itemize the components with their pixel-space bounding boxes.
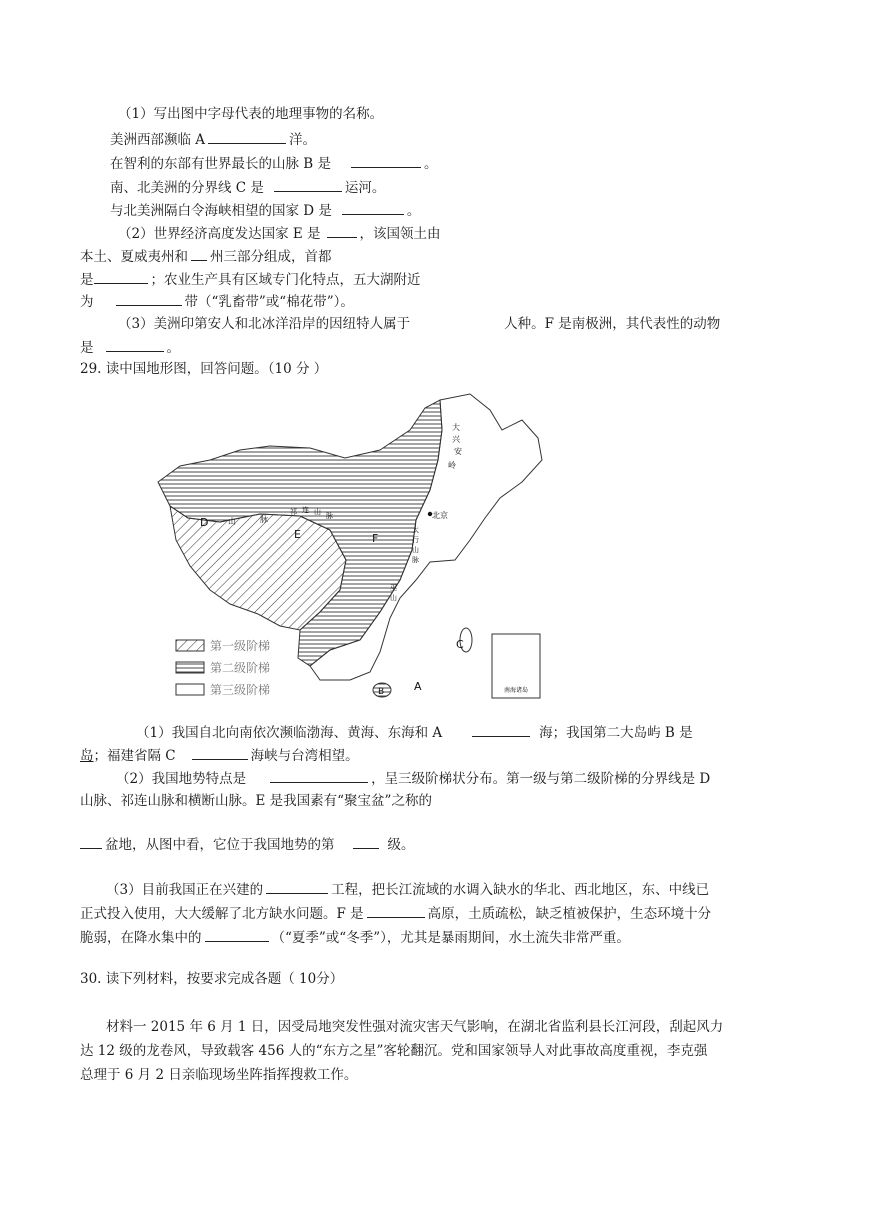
label-taihang-2: 行: [412, 536, 419, 544]
q29-p1-text-d: ；福建省隔 C: [93, 748, 176, 764]
label-beijing: 北京: [432, 511, 448, 520]
answer-blank-c[interactable]: [274, 177, 342, 192]
label-wu-1: 巫: [390, 584, 397, 592]
q30-material-line1: 材料一 2015 年 6 月 1 日，因受局地突发性强对流灾害天气影响，在湖北省监利县长江河段，刮起风力: [106, 1019, 724, 1035]
q28-p3-text-c: 是: [80, 340, 94, 356]
q28-part3-line1: [118, 314, 720, 334]
q28-d-prefix: 与北美洲隔白令海峡相望的国家 D 是: [110, 203, 332, 219]
q28-p2-text-d: 州三部分组成，首都: [210, 249, 332, 265]
label-wu-2: 山: [390, 594, 397, 602]
label-taihang-3: 山: [412, 546, 419, 554]
china-terrain-map: [150, 390, 550, 708]
answer-blank-d[interactable]: [342, 200, 404, 215]
q29-part2-line1: [116, 768, 710, 789]
answer-blank-basin[interactable]: [80, 834, 102, 849]
q28-part2-line4: [80, 291, 354, 312]
label-qilian-3: 山: [314, 508, 321, 516]
q29-part1-line2: [80, 745, 359, 766]
q29-p3-text-b: 工程，把长江流域的水调入缺水的华北、西北地区，东、中线已: [331, 882, 710, 898]
q29-part2-line3: [80, 834, 415, 855]
q28-a-prefix: 美洲西部濒临 A: [110, 132, 206, 148]
q30-title: 30. 读下列材料，按要求完成各题（ 10分）: [80, 971, 344, 987]
q28-p2-text-c: 本土、夏威夷州和: [80, 249, 188, 265]
q28-p3-text-a: （3）美洲印第安人和北冰洋沿岸的因纽特人属于: [118, 316, 411, 332]
legend-swatch-first: [176, 640, 204, 651]
legend-swatch-third: [176, 684, 204, 695]
q29-p3-text-e: 脆弱，在降水集中的: [80, 930, 202, 946]
label-qilian-2: 连: [302, 506, 309, 514]
answer-blank-state[interactable]: [191, 246, 207, 261]
q29-part1-line1: [136, 722, 693, 743]
answer-blank-plateau[interactable]: [367, 903, 425, 918]
q29-part3-line1: [106, 879, 709, 900]
answer-blank-step[interactable]: [353, 834, 379, 849]
answer-blank-a[interactable]: [208, 129, 286, 144]
q28-p2-text-g: 为: [80, 294, 94, 310]
label-b: B: [378, 687, 385, 697]
q29-p3-text-f: （“夏季”或“冬季”），尤其是暴雨期间，水土流失非常严重。: [271, 930, 630, 946]
legend-first-step: 第一级阶梯: [210, 639, 271, 653]
q28-d-suffix: 。: [406, 203, 421, 219]
label-taihang-4: 脉: [412, 556, 419, 564]
q29-p3-text-c: 正式投入使用，大大缓解了北方缺水问题。F 是: [80, 906, 364, 922]
q30-material-line2: 达 12 级的龙卷风，导致载客 456 人的“东方之星”客轮翻沉。党和国家领导人对此事故高度重视，李克强: [80, 1043, 708, 1059]
label-d-shan: 山: [228, 517, 236, 526]
q28-a-suffix: 洋。: [289, 132, 317, 148]
answer-blank-strait[interactable]: [192, 745, 248, 760]
q28-p2-text-a: （2）世界经济高度发达国家 E 是: [118, 226, 321, 242]
q28-part2-line3: [80, 269, 421, 290]
q28-part1-title: （1）写出图中字母代表的地理事物的名称。: [118, 106, 384, 122]
q29-part2-line2: 山脉、祁连山脉和横断山脉。E 是我国素有“聚宝盆”之称的: [80, 793, 432, 809]
label-daxing-2: 兴: [452, 435, 460, 444]
q29-p2-text-a: （2）我国地势特点是: [116, 771, 247, 787]
label-e-west: E: [294, 528, 301, 541]
q28-part2-line2: [80, 246, 332, 267]
q28-p2-text-b: ，该国领土由: [359, 226, 441, 242]
q29-p1-text-c: 岛: [80, 748, 94, 764]
label-a: A: [414, 680, 422, 693]
q30-material-line3: 总理于 6 月 2 日亲临现场坐阵指挥搜救工作。: [80, 1067, 358, 1083]
answer-blank-project[interactable]: [266, 879, 328, 894]
answer-blank-sea[interactable]: [472, 722, 530, 737]
legend-third-step: 第三级阶梯: [210, 683, 271, 697]
q29-title: 29. 读中国地形图，回答问题。（10 分 ）: [80, 361, 328, 377]
q28-p3-text-b: 人种。F 是南极洲，其代表性的动物: [504, 316, 721, 332]
answer-blank-e[interactable]: [327, 223, 357, 238]
q29-p2-text-d: 盆地，从图中看，它位于我国地势的第: [105, 837, 335, 853]
q28-part3-line2: [80, 337, 180, 358]
answer-blank-terrain[interactable]: [270, 768, 368, 783]
q29-p2-text-e: 级。: [387, 837, 415, 853]
q28-b-suffix: 。: [424, 156, 438, 172]
answer-blank-season[interactable]: [205, 927, 269, 942]
q29-p1-text-b: 海；我国第二大岛屿 B 是: [539, 725, 693, 741]
q28-line-c: [110, 177, 385, 198]
label-daxing-4: 岭: [448, 461, 456, 470]
q29-part3-line3: [80, 927, 630, 948]
label-f: F: [372, 532, 379, 545]
beijing-dot: [428, 512, 432, 516]
label-d: D: [200, 516, 209, 529]
q28-c-prefix: 南、北美洲的分界线 C 是: [110, 180, 264, 196]
q28-b-prefix: 在智利的东部有世界最长的山脉 B 是: [110, 156, 332, 172]
q28-part2-line1: [118, 223, 441, 244]
q29-part3-line2: [80, 903, 711, 924]
label-taihang-1: 太: [412, 526, 419, 534]
q29-p3-text-d: 高原，土质疏松，缺乏植被保护，生态环境十分: [427, 906, 712, 922]
label-daxing-1: 大: [452, 423, 460, 432]
label-c: C: [456, 638, 464, 651]
q28-p2-text-f: ；农业生产具有区域专门化特点，五大湖附近: [150, 272, 421, 288]
answer-blank-capital[interactable]: [94, 269, 148, 284]
q29-p1-text-e: 海峡与台湾相望。: [250, 748, 359, 764]
q29-p2-text-b: ，呈三级阶梯状分布。第一级与第二级阶梯的分界线是 D: [371, 771, 711, 787]
legend-second-step: 第二级阶梯: [210, 661, 271, 675]
label-qilian-4: 脉: [326, 512, 333, 520]
first-step-region: [170, 506, 346, 630]
label-d-mai: 脉: [260, 515, 268, 524]
q28-line-b: [110, 153, 438, 174]
answer-blank-b[interactable]: [351, 153, 421, 168]
legend-swatch-second: [176, 662, 204, 673]
q28-p3-text-d: 。: [166, 340, 180, 356]
q28-line-a: [110, 129, 316, 150]
q28-line-d: [110, 200, 420, 221]
q28-p2-text-e: 是: [80, 272, 94, 288]
label-qilian-1: 祁: [290, 508, 297, 516]
q28-c-suffix: 运河。: [344, 180, 386, 196]
answer-blank-belt[interactable]: [116, 291, 182, 306]
q28-p2-text-h: 带（“乳畜带”或“棉花带”）。: [184, 294, 354, 310]
inset-label: 南海诸岛: [503, 687, 529, 694]
q29-p1-text-a: （1）我国自北向南依次濒临渤海、黄海、东海和 A: [136, 725, 443, 741]
answer-blank-animal[interactable]: [106, 337, 164, 352]
label-daxing-3: 安: [454, 447, 462, 456]
q29-p3-text-a: （3）目前我国正在兴建的: [106, 882, 264, 898]
